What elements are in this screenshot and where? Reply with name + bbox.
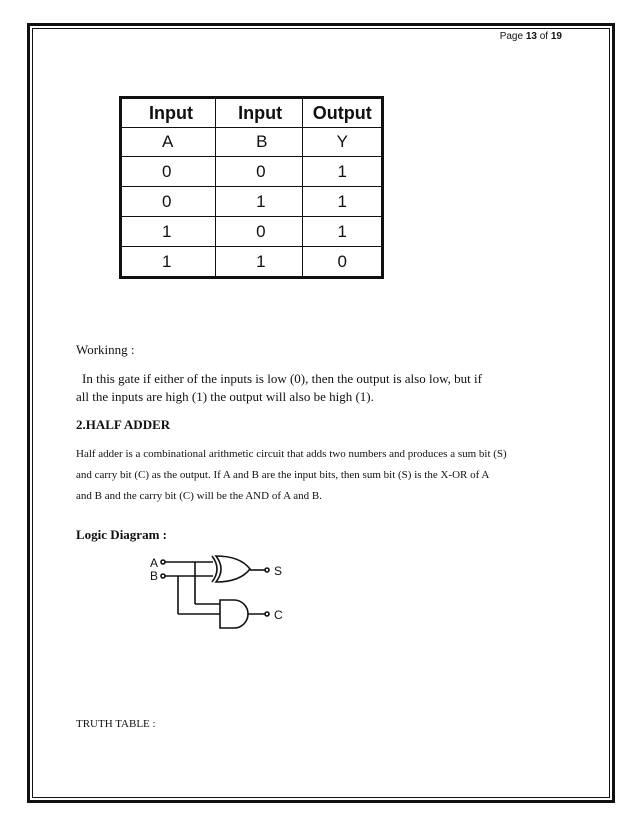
table-cell: 0	[303, 247, 383, 278]
table-cell: 1	[216, 247, 303, 278]
page-number	[500, 31, 562, 42]
output-s-terminal	[265, 568, 269, 572]
header-cell: Input	[121, 98, 216, 128]
half-adder-line-2: and carry bit (C) as the output. If A and B are the input bits, then sum bit (S) is the X-OR of A	[76, 469, 490, 481]
input-a-label: A	[150, 556, 159, 570]
working-label: Workinng :	[76, 342, 135, 357]
table-cell: 0	[216, 217, 303, 247]
page-prefix: Page	[499, 31, 524, 42]
page-of: of	[539, 31, 549, 42]
input-a-terminal	[161, 560, 165, 564]
working-paragraph	[76, 370, 566, 406]
page-total: 19	[550, 31, 562, 42]
table-cell: 1	[121, 217, 216, 247]
truth-table-heading: TRUTH TABLE :	[76, 718, 156, 730]
table-row	[121, 187, 383, 217]
working-line-2: all the inputs are high (1) the output will also be high (1).	[76, 389, 374, 404]
table-subheader-row	[121, 128, 383, 157]
input-b-label: B	[150, 569, 159, 583]
subheader-cell: Y	[303, 128, 383, 157]
logic-diagram-heading: Logic Diagram :	[76, 527, 167, 542]
half-adder-logic-diagram	[140, 552, 300, 632]
table-cell: 1	[303, 217, 383, 247]
table-header-row	[121, 98, 383, 128]
half-adder-line-1: Half adder is a combinational arithmetic circuit that adds two numbers and produces a sum bit (S)	[76, 448, 507, 460]
table-row	[121, 247, 383, 278]
header-cell: Output	[303, 98, 383, 128]
output-c-terminal	[265, 612, 269, 616]
table-cell: 0	[121, 187, 216, 217]
and-gate	[220, 600, 248, 628]
table-cell: 1	[303, 157, 383, 187]
output-s-label: S	[274, 564, 283, 578]
output-c-label: C	[274, 608, 283, 622]
working-line-1: In this gate if either of the inputs is low (0), then the output is also low, but if	[82, 371, 482, 386]
table-cell: 1	[303, 187, 383, 217]
half-adder-line-3: and B and the carry bit (C) will be the AND of A and B.	[76, 490, 322, 502]
page-current: 13	[525, 31, 537, 42]
half-adder-heading: 2.HALF ADDER	[76, 417, 171, 432]
table-cell: 1	[121, 247, 216, 278]
xor-gate	[212, 556, 250, 582]
half-adder-paragraph	[76, 444, 576, 507]
truth-table-nand	[119, 96, 384, 279]
subheader-cell: A	[121, 128, 216, 157]
input-b-terminal	[161, 574, 165, 578]
header-cell: Input	[216, 98, 303, 128]
table-cell: 0	[216, 157, 303, 187]
table-cell: 0	[121, 157, 216, 187]
table-cell: 1	[216, 187, 303, 217]
subheader-cell: B	[216, 128, 303, 157]
table-row	[121, 217, 383, 247]
table-row	[121, 157, 383, 187]
